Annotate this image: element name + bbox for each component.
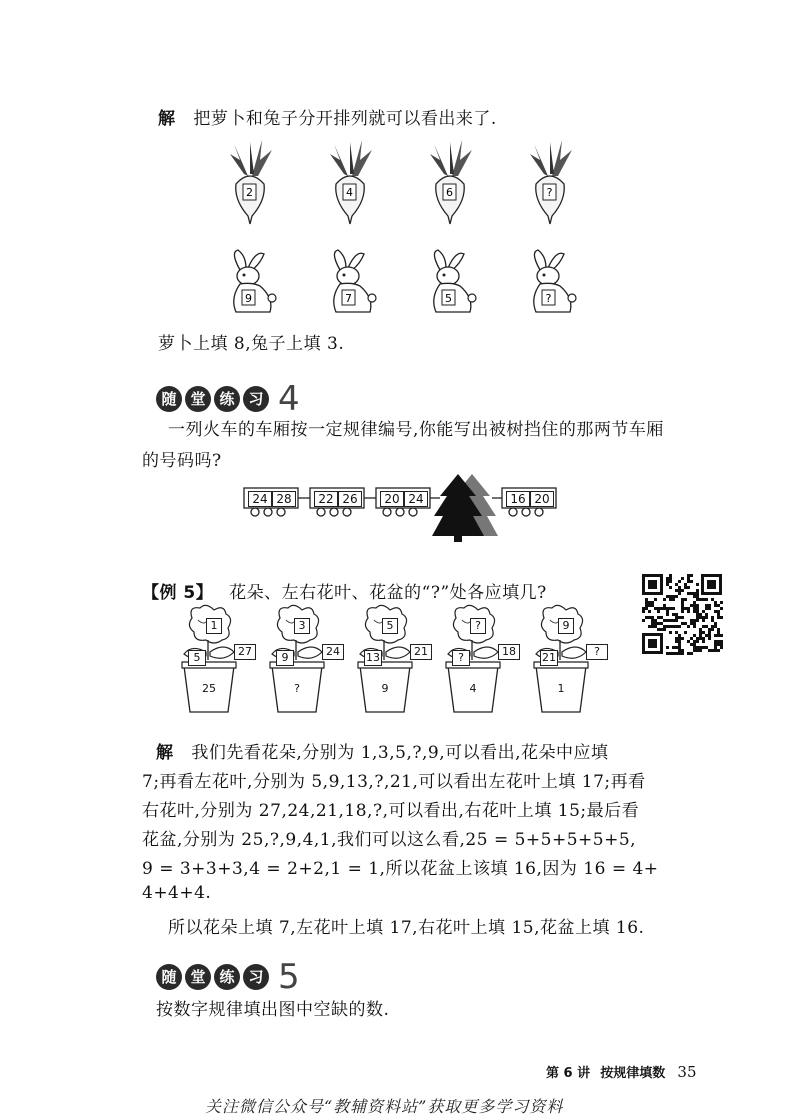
car-number: 24: [248, 491, 272, 507]
solution-line: 花盆,分别为 25,?,9,4,1,我们可以这么看,25 = 5+5+5+5+5,: [142, 830, 637, 850]
practice-badge-5: [156, 957, 300, 997]
right-leaf-number: 21: [410, 644, 432, 660]
solution-line: 右花叶,分别为 27,24,21,18,?,可以看出,右花叶上填 15;最后看: [142, 801, 640, 821]
car-number: 24: [404, 491, 428, 507]
page-number: 35: [677, 1063, 697, 1081]
left-leaf-number: 21: [542, 651, 556, 664]
badge-char: 随: [156, 386, 182, 412]
right-leaf-number: ?: [586, 644, 608, 660]
flower-pot: [354, 604, 444, 716]
badge-char: 习: [243, 386, 269, 412]
left-leaf-number: ?: [452, 650, 470, 666]
badge-number: 5: [278, 957, 300, 997]
solution-1: [158, 104, 497, 129]
solution-line: 7;再看左花叶,分别为 5,9,13,?,21,可以看出左花叶上填 17;再看: [142, 772, 646, 792]
practice-badge-4: [156, 379, 300, 419]
car-number: 22: [314, 491, 338, 507]
radish-icon: [330, 140, 372, 224]
train-drawing: [240, 474, 570, 544]
radish-icon: [230, 140, 272, 224]
pot-number: ?: [294, 682, 300, 695]
rabbit-number: 7: [345, 292, 352, 305]
rabbit-number: ?: [545, 292, 552, 305]
right-leaf-number: 18: [498, 644, 520, 660]
lecture-number: 第 6 讲: [546, 1066, 591, 1081]
flower-number: 1: [206, 618, 222, 634]
example-text: 花朵、左右花叶、花盆的“?”处各应填几?: [229, 583, 547, 603]
badge-char: 习: [243, 964, 269, 990]
radish-icon: [530, 140, 572, 224]
pot-number: 25: [202, 682, 216, 695]
badge-number: 4: [278, 379, 300, 419]
flower-pot: [530, 604, 620, 716]
tree-icon: [432, 474, 498, 542]
radish-number: ?: [546, 186, 553, 199]
car-number: 20: [530, 491, 554, 507]
solution-label: 解: [156, 743, 174, 763]
left-leaf-number: 13: [366, 651, 380, 664]
badge-char: 练: [214, 964, 240, 990]
flower-number: 5: [382, 618, 398, 634]
car-number: 16: [506, 491, 530, 507]
rabbit-icon: [334, 250, 376, 312]
car-number: 28: [272, 491, 296, 507]
badge-char: 堂: [185, 964, 211, 990]
train-figure: [240, 474, 570, 544]
rabbit-number: 5: [445, 292, 452, 305]
radish-number: 2: [246, 186, 253, 199]
solution-conclusion: 所以花朵上填 7,左花叶上填 17,右花叶上填 15,花盆上填 16.: [168, 918, 645, 938]
solution-text: 把萝卜和兔子分开排列就可以看出来了.: [193, 109, 497, 129]
flower-pots-figure: [178, 604, 618, 716]
solution-line: 9 = 3+3+3,4 = 2+2,1 = 1,所以花盆上该填 16,因为 16 = 4+: [142, 859, 659, 879]
solution-line: 我们先看花朵,分别为 1,3,5,?,9,可以看出,花朵中应填: [191, 743, 609, 763]
rabbit-icon: [534, 250, 576, 312]
radish-number: 4: [346, 186, 353, 199]
pot-number: 1: [557, 682, 565, 695]
solution-label: 解: [158, 109, 176, 129]
rabbit-icon: [434, 250, 476, 312]
radish-number: 6: [446, 186, 453, 199]
watermark: 关注微信公众号“教辅资料站”获取更多学习资料: [205, 1097, 564, 1116]
practice-4-line-2: 的号码吗?: [142, 451, 222, 471]
badge-char: 练: [214, 386, 240, 412]
badge-char: 随: [156, 964, 182, 990]
solution-line: 4+4+4.: [142, 883, 212, 903]
flower-number: 9: [558, 618, 574, 634]
right-leaf-number: 27: [234, 644, 256, 660]
car-number: 26: [338, 491, 362, 507]
example-label: 【例 5】: [142, 583, 214, 603]
pot-number: 9: [381, 682, 389, 695]
flower-pot: [266, 604, 356, 716]
answer-1: 萝卜上填 8,兔子上填 3.: [158, 334, 345, 354]
flower-number: 3: [294, 618, 310, 634]
lecture-title: 按规律填数: [600, 1066, 666, 1081]
rabbit-number: 9: [245, 292, 252, 305]
radish-icon: [430, 140, 472, 224]
example-5: [142, 578, 547, 603]
qr-code-icon: [640, 572, 724, 656]
left-leaf-number: 9: [276, 650, 294, 666]
car-number: 20: [380, 491, 404, 507]
radish-row: [210, 138, 610, 228]
practice-4-line-1: 一列火车的车厢按一定规律编号,你能写出被树挡住的那两节车厢: [168, 420, 664, 440]
flower-number: ?: [470, 618, 486, 634]
page-footer: [546, 1062, 697, 1081]
flower-pot: [442, 604, 532, 716]
practice-5-text: 按数字规律填出图中空缺的数.: [156, 1000, 390, 1020]
rabbit-row: [210, 248, 610, 320]
right-leaf-number: 24: [322, 644, 344, 660]
left-leaf-number: 5: [188, 650, 206, 666]
rabbit-icon: [234, 250, 276, 312]
pot-number: 4: [469, 682, 477, 695]
flower-pot: [178, 604, 268, 716]
badge-char: 堂: [185, 386, 211, 412]
